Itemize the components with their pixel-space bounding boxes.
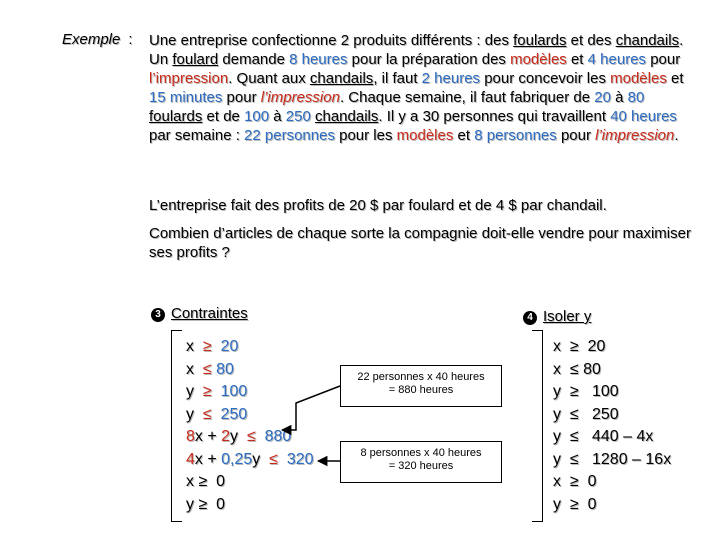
box2-line1: 8 personnes x 40 heures	[360, 447, 482, 459]
isolated-row: x ≥ 20	[553, 338, 606, 355]
isolated-row: y ≤ 440 – 4x	[553, 428, 654, 445]
word-foulard: foulard	[172, 51, 219, 68]
example-colon: :	[128, 31, 133, 48]
value-80: 80	[627, 89, 645, 106]
constraint-row: 4x + 0,25y ≤ 320	[186, 450, 314, 468]
value-20: 20	[594, 89, 611, 106]
word-impression-3: l’impression	[595, 127, 675, 144]
isolated-row: y ≥ 100	[553, 383, 619, 400]
bullet-4-icon: 4	[523, 311, 537, 325]
value-250: 250	[285, 108, 311, 125]
isolated-row: x ≤ 80	[553, 360, 601, 378]
problem-statement: Une entreprise confectionne 2 produits différents : des foulards et des chandails. Un foulard demande 8 heures pour la préparation des modèles et 4 heures pour l’impression. Quant aux chandails, il faut 2 heures pour concevoir les modèles et 15 minutes pour l’impression. Chaque semaine, il faut fabriquer de 20 à 80 foulards et de 100 à 250 chandails. Il y a 30 personnes qui travaillent 40 heures par semaine : 22 personnes pour les modèles et 8 personnes pour l’impression.	[149, 32, 684, 144]
word-heures: heures	[631, 108, 677, 125]
value-40: 40	[610, 108, 627, 125]
word-impression: l’impression	[149, 70, 229, 87]
bullet-3-icon: 3	[151, 308, 165, 322]
constraint-row: x ≤ 80	[186, 360, 234, 378]
word-foulards-2: foulards	[149, 108, 203, 125]
constraint-row: 8x + 2y ≤ 880	[186, 428, 292, 445]
value-22-personnes: 22 personnes	[244, 127, 335, 144]
constraint-row: y ≤ 250	[186, 405, 248, 423]
value-100: 100	[244, 108, 270, 125]
word-chandails: chandails	[615, 32, 680, 49]
value-15-minutes: 15 minutes	[149, 89, 223, 106]
constraint-row: x ≥ 20	[186, 338, 239, 355]
value-2-heures: 2 heures	[421, 70, 481, 87]
isolate-title: Isoler y	[543, 308, 592, 325]
word-chandails-2: chandails	[309, 70, 374, 87]
arrow-box1-to-constraint	[282, 386, 340, 430]
word-foulards: foulards	[513, 32, 567, 49]
isolated-row: y ≤ 250	[553, 405, 619, 423]
constraints-title: Contraintes	[171, 305, 248, 322]
question-statement: Combien d’articles de chaque sorte la compagnie doit-elle vendre pour maximiser ses profits ?	[149, 225, 691, 261]
constraint-row: x ≥ 0	[186, 473, 226, 490]
word-impression-2: l’impression	[260, 89, 340, 106]
constraint-row: y ≥ 100	[186, 383, 248, 400]
value-8-heures: 8 heures	[289, 51, 348, 68]
profit-statement: L’entreprise fait des profits de 20 $ par foulard et de 4 $ par chandail.	[149, 197, 607, 214]
word-modeles: modèles	[510, 51, 567, 68]
constraint-row: y ≥ 0	[186, 495, 226, 513]
box2-line2: = 320 heures	[388, 460, 454, 472]
value-4-heures: 4 heures	[587, 51, 647, 68]
box1-line2: = 880 heures	[388, 384, 454, 396]
isolated-row: x ≥ 0	[553, 473, 597, 490]
example-word: Exemple	[62, 31, 121, 48]
word-modeles-3: modèles	[396, 127, 454, 144]
box1-line1: 22 personnes x 40 heures	[357, 371, 485, 383]
isolated-row: y ≤ 1280 – 16x	[553, 450, 672, 468]
word-chandails-3: chandails	[315, 108, 379, 125]
word-modeles-2: modèles	[610, 70, 667, 87]
isolated-row: y ≥ 0	[553, 495, 597, 513]
value-8-personnes: 8 personnes	[474, 127, 557, 144]
